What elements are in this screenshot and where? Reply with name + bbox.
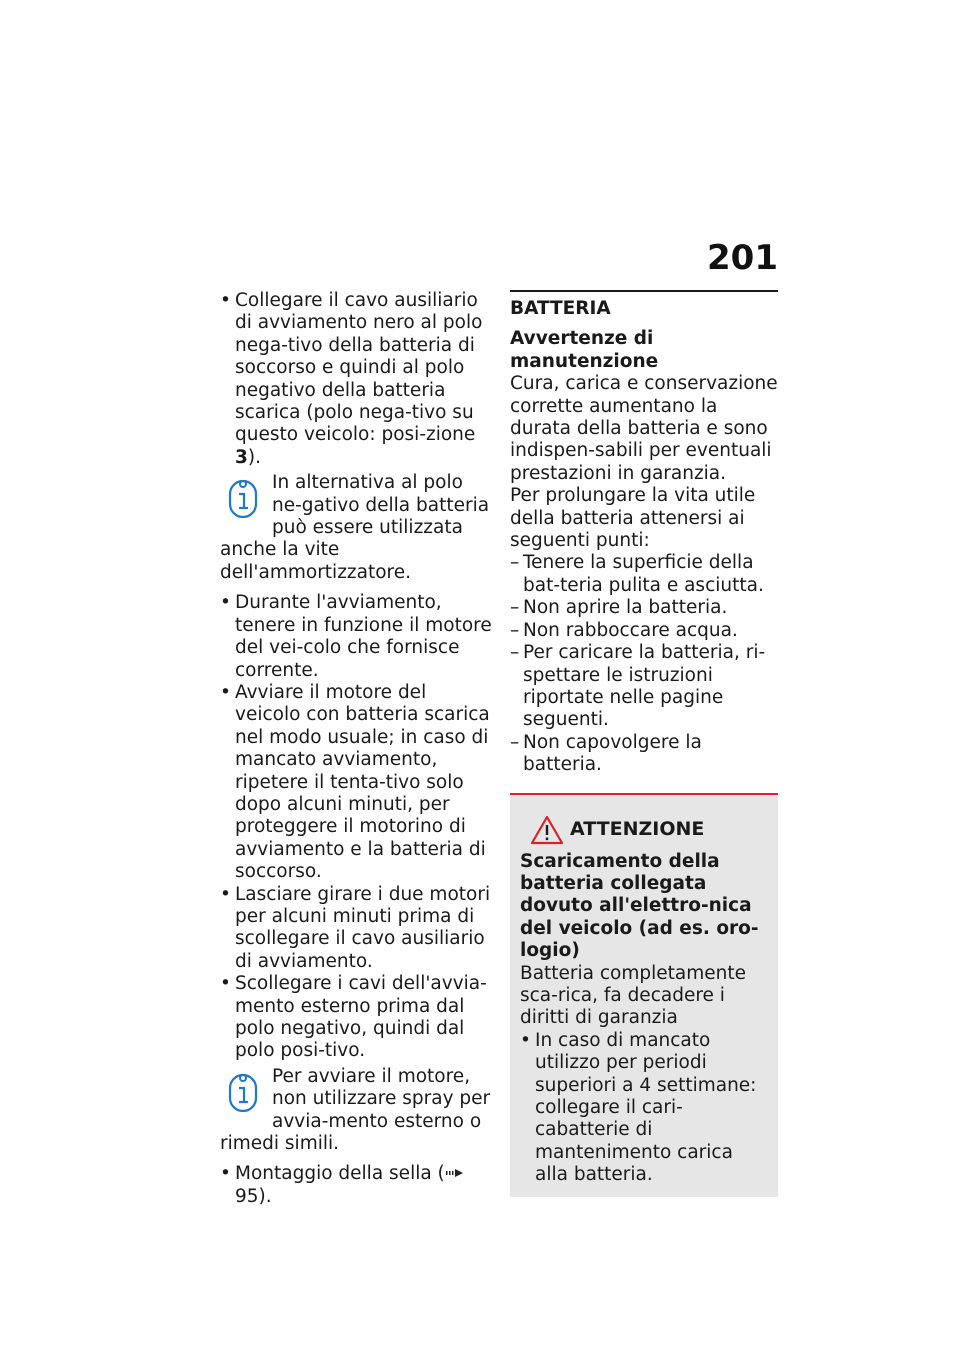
warning-bullet [520, 1030, 768, 1187]
dash-item-text: Per caricare la batteria, ri-spettare le istruzioni riportate nelle pagine seguenti. [523, 642, 766, 731]
section-divider [510, 290, 778, 292]
page-reference-link[interactable]: 95 [235, 1185, 259, 1207]
bullet-run-engines [220, 884, 492, 974]
bullet-marker: • [220, 681, 231, 703]
position-number: 3 [235, 446, 248, 468]
dash-item-text: Non capovolgere la batteria. [523, 731, 702, 776]
bullet-text: Durante l'avviamento, tenere in funzione il motore del vei-colo che fornisce corrente. [235, 592, 492, 681]
warning-title: ATTENZIONE [570, 817, 705, 840]
dash-item [510, 552, 778, 597]
dash-item [510, 597, 778, 619]
bullet-text-end: ). [258, 1185, 272, 1207]
bullet-text: In caso di mancato utilizzo per periodi superiori a 4 settimane: collegare il cari-cabatterie di mantenimento carica alla batteria. [535, 1029, 757, 1186]
left-column [220, 290, 492, 1208]
warning-body: Batteria completamente sca-rica, fa decadere i diritti di garanzia [520, 962, 747, 1029]
info-icon [226, 474, 260, 518]
dash-item-text: Non aprire la batteria. [523, 597, 728, 619]
dash-marker: – [510, 619, 520, 641]
dash-marker: – [510, 642, 520, 664]
bullet-text: Scollegare i cavi dell'avvia-mento esterno prima dal polo negativo, quindi dal polo posi-tivo. [235, 973, 487, 1062]
dash-item [510, 642, 778, 732]
dash-item [510, 620, 778, 642]
dash-marker: – [510, 731, 520, 753]
warning-header [520, 813, 768, 847]
bullet-connect-cable [220, 290, 492, 469]
dash-list [510, 552, 778, 776]
bullet-text: Collegare il cavo ausiliario di avviamento nero al polo nega-tivo della batteria di soccorso e quindi al polo negativo della batteria scarica (polo nega-tivo su questo veicolo: posi-zione [235, 290, 483, 446]
bullet-marker: • [220, 290, 231, 311]
warning-subtitle: Scaricamento della batteria collegata dovuto all'elettro-nica del veicolo (ad es. oro-logio) [520, 850, 759, 962]
dash-item-text: Tenere la superficie della bat-teria pulita e asciutta. [523, 552, 764, 596]
bullet-text: Lasciare girare i due motori per alcuni minuti prima di scollegare il cavo ausiliario di avviamento. [235, 883, 491, 972]
bullet-marker: • [220, 1163, 231, 1185]
page-number: 201 [707, 238, 778, 278]
info-icon [226, 1068, 260, 1112]
bullet-text: Avviare il motore del veicolo con batteria scarica nel modo usuale; in caso di mancato avviamento, ripetere il tenta-tivo solo dopo alcuni minuti, per proteggere il motorino di avviamento e la batteria di soccorso. [235, 681, 490, 883]
section-title: BATTERIA [510, 298, 611, 319]
info-note-text: In alternativa al polo ne-gativo della batteria può essere utilizzata anche la vite dell'ammortizzatore. [220, 472, 490, 583]
dash-marker: – [510, 552, 520, 574]
bullet-marker: • [520, 1029, 531, 1051]
paragraph-life: Per prolungare la vita utile della batteria attenersi ai seguenti punti: [510, 485, 756, 552]
bullet-text-end: ). [247, 446, 261, 468]
bullet-seat-mounting [220, 1163, 492, 1208]
bullet-text: Montaggio della sella ( [235, 1163, 445, 1185]
bullet-start-engine [220, 592, 492, 682]
page-reference-arrow-icon [445, 1166, 467, 1180]
dash-marker: – [510, 597, 520, 619]
info-note-text: Per avviare il motore, non utilizzare spray per avvia-mento esterno o rimedi simili. [220, 1065, 491, 1155]
paragraph-care: Cura, carica e conservazione corrette aumentano la durata della batteria e sono indispen-sabili per eventuali prestazioni in garanzia. [510, 373, 778, 484]
right-column [510, 290, 778, 1197]
info-note-shock-absorber [220, 472, 492, 584]
warning-box [510, 793, 778, 1197]
subsection-title: Avvertenze di manutenzione [510, 328, 659, 372]
bullet-marker: • [220, 883, 231, 905]
dash-item-text: Non rabboccare acqua. [523, 619, 738, 641]
dash-item [510, 732, 778, 777]
bullet-disconnect-cables [220, 973, 492, 1063]
bullet-normal-start [220, 682, 492, 884]
bullet-marker: • [220, 592, 231, 614]
warning-triangle-icon [530, 815, 564, 845]
info-note-starting-spray [220, 1066, 492, 1156]
bullet-marker: • [220, 973, 231, 995]
